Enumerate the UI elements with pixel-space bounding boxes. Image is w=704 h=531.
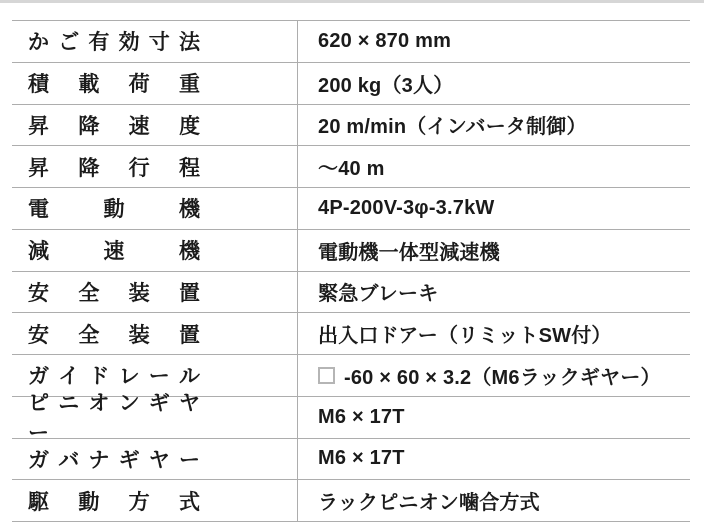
spec-label: 駆 動 方 式 <box>28 490 200 514</box>
spec-label-cell <box>12 392 298 446</box>
spec-value-cell <box>298 188 690 229</box>
spec-label-cell <box>12 480 298 521</box>
spec-label: 昇 降 行 程 <box>28 156 200 180</box>
spec-label-cell <box>12 21 298 62</box>
spec-value: 電動機一体型減速機 <box>318 241 500 264</box>
page-top-edge <box>0 0 704 3</box>
spec-value: ～40 m <box>318 158 385 181</box>
spec-label: 電 動 機 <box>28 198 200 222</box>
spec-value: 緊急ブレーキ <box>318 283 439 306</box>
spec-label-cell <box>12 230 298 271</box>
table-row <box>12 230 690 272</box>
spec-value: -60 × 60 × 3.2（M6ラックギヤー） <box>344 366 661 389</box>
spec-label: 減 速 機 <box>28 240 200 264</box>
table-row <box>12 480 690 522</box>
table-row <box>12 188 690 230</box>
spec-label-cell <box>12 105 298 146</box>
spec-value: ラックピニオン噛合方式 <box>318 492 540 515</box>
spec-value-cell <box>298 21 690 62</box>
spec-label: ピ ニ オ ン ギ ヤ ー <box>28 392 200 446</box>
spec-value-cell <box>298 105 690 146</box>
spec-value-cell <box>298 397 690 438</box>
spec-value: M6 × 17T <box>318 447 405 470</box>
spec-value-cell <box>298 146 690 187</box>
spec-value-cell <box>298 63 690 104</box>
table-row <box>12 105 690 147</box>
spec-value-cell <box>298 230 690 271</box>
table-row <box>12 313 690 355</box>
spec-label: 積 載 荷 重 <box>28 73 200 97</box>
spec-label: 安 全 装 置 <box>28 281 200 305</box>
spec-label-cell <box>12 188 298 229</box>
spec-label: 昇 降 速 度 <box>28 114 200 138</box>
spec-label-cell <box>12 146 298 187</box>
spec-label-cell <box>12 313 298 354</box>
table-row <box>12 439 690 481</box>
spec-value: 20 m/min（インバータ制御） <box>318 116 587 139</box>
spec-label: か ご 有 効 寸 法 <box>28 31 200 55</box>
table-row <box>12 63 690 105</box>
spec-value-cell <box>298 355 690 396</box>
table-row <box>12 146 690 188</box>
spec-value-cell <box>298 480 690 521</box>
spec-value: 620 × 870 mm <box>318 29 452 52</box>
spec-label: ガ バ ナ ギ ヤ ー <box>28 448 200 472</box>
spec-label-cell <box>12 272 298 313</box>
square-tube-icon <box>318 367 335 384</box>
spec-value: 4P-200V-3φ-3.7kW <box>318 196 495 219</box>
spec-label-cell <box>12 63 298 104</box>
table-row <box>12 21 690 63</box>
table-row <box>12 392 690 446</box>
spec-value-cell <box>298 439 690 480</box>
spec-label: ガ イ ド レ ー ル <box>28 365 200 389</box>
table-row <box>12 272 690 314</box>
spec-value: 出入口ドアー（リミットSW付） <box>318 325 612 348</box>
spec-label-cell <box>12 439 298 480</box>
spec-value-cell <box>298 313 690 354</box>
spec-table <box>12 20 690 522</box>
spec-value: 200 kg（3人） <box>318 74 454 97</box>
spec-value-cell <box>298 272 690 313</box>
spec-label: 安 全 装 置 <box>28 323 200 347</box>
spec-value: M6 × 17T <box>318 405 405 428</box>
